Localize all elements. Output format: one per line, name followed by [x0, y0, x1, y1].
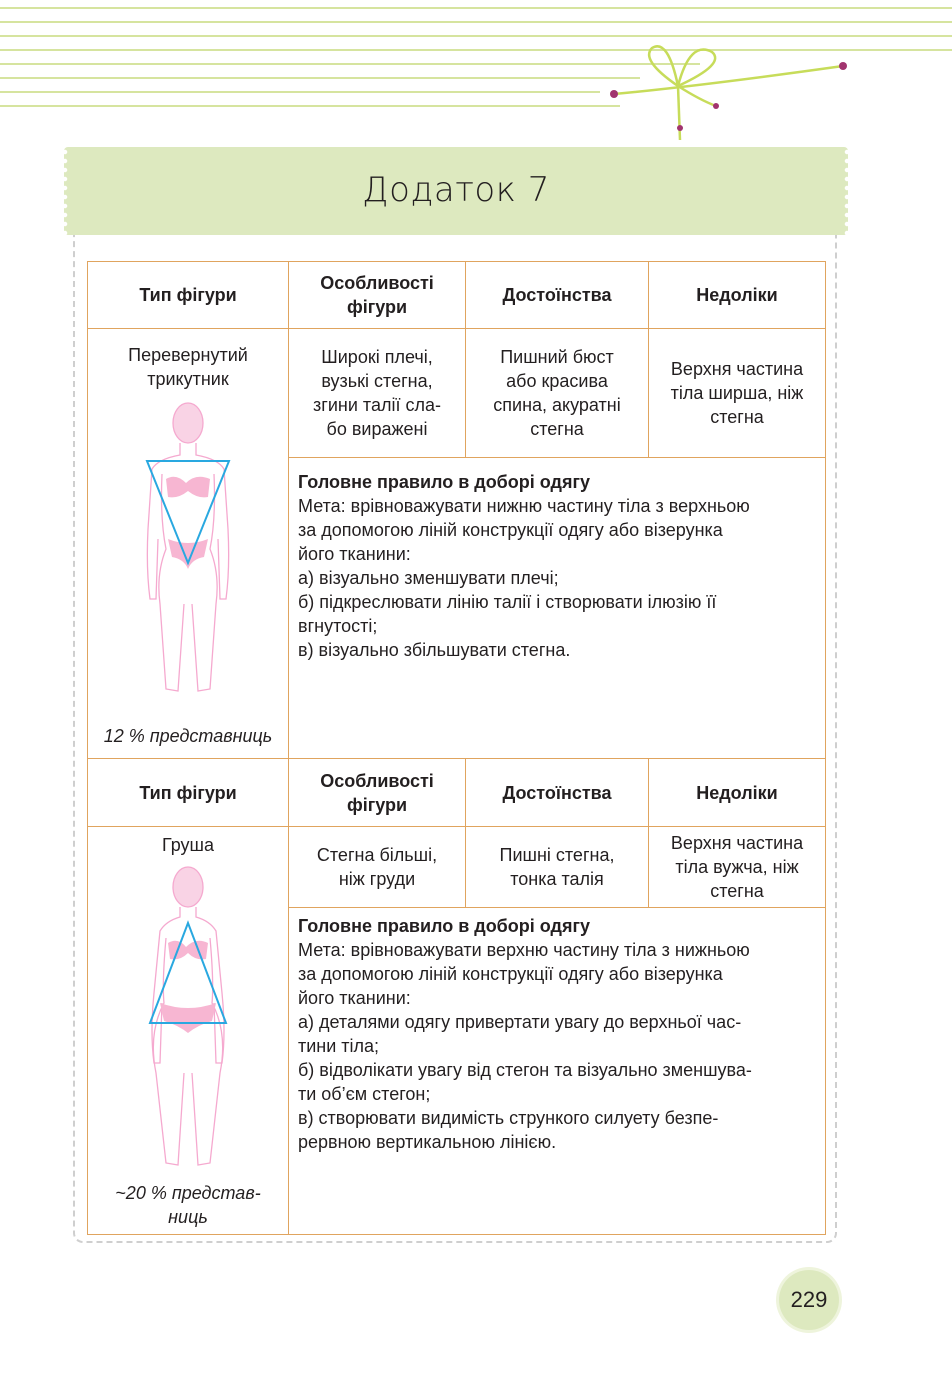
table-row [88, 827, 826, 908]
table-header-row [88, 759, 826, 827]
rule-cell: Головне правило в доборі одягу Мета: врівноважувати нижню частину тіла з верхньою за допомогою ліній конструкції одягу або візерунка його тканини: а) візуально зменшувати плечі; б) підкреслювати лінію талії і створювати ілюзію її вгнутості; в) візуально збільшувати стегна. [289, 458, 826, 759]
header-type: Тип фігури [88, 262, 289, 329]
share-label: 12 % представниць [103, 726, 273, 746]
header-merits: Достоїнства [466, 262, 649, 329]
header-features: Особливості фігури [289, 262, 466, 329]
header-features: Особливості фігури [289, 759, 466, 827]
header-stripes-decoration [0, 0, 952, 160]
merits-cell: Пишний бюст або красива спина, акуратні стегна [466, 329, 649, 458]
merits-cell: Пишні стегна, тонка талія [466, 827, 649, 908]
figure-name: Перевернутий трикутник [128, 345, 248, 389]
table-header-row [88, 262, 826, 329]
header-flaws: Недоліки [649, 759, 826, 827]
header-type: Тип фігури [88, 759, 289, 827]
inverted-triangle-body-illustration [128, 399, 248, 711]
flaws-cell: Верхня частина тіла вужча, ніж стегна [649, 827, 826, 908]
rule-title: Головне правило в доборі одягу [298, 472, 590, 493]
features-cell: Стегна більші, ніж груди [289, 827, 466, 908]
header-flaws: Недоліки [649, 262, 826, 329]
figure-types-table [87, 261, 826, 1235]
flaws-cell: Верхня частина тіла ширша, ніж стегна [649, 329, 826, 458]
rule-title: Головне правило в доборі одягу [298, 916, 590, 937]
header-merits: Достоїнства [466, 759, 649, 827]
figure-type-cell [88, 827, 289, 1235]
pear-body-illustration [128, 863, 248, 1175]
features-cell: Широкі плечі, вузькі стегна, згини талії сла- бо виражені [289, 329, 466, 458]
figure-type-cell [88, 329, 289, 759]
ribbon-bow-icon [614, 46, 843, 140]
page-title: Додаток 7 [362, 170, 550, 210]
share-label: ~20 % представ- ниць [115, 1183, 261, 1227]
figure-name: Груша [162, 835, 214, 855]
rule-cell: Головне правило в доборі одягу Мета: врівноважувати верхню частину тіла з нижньою за допомогою ліній конструкції одягу або візерунка його тканини: а) деталями одягу привертати увагу до верхньої час- тини тіла; б) відволікати увагу від стегон та візуально зменшува- ти об’єм стегон; в) створювати видимість стрункого силуету безпе- рервною вертикальною лінією. [289, 908, 826, 1235]
page-number: 229 [779, 1270, 839, 1330]
table-row [88, 329, 826, 458]
